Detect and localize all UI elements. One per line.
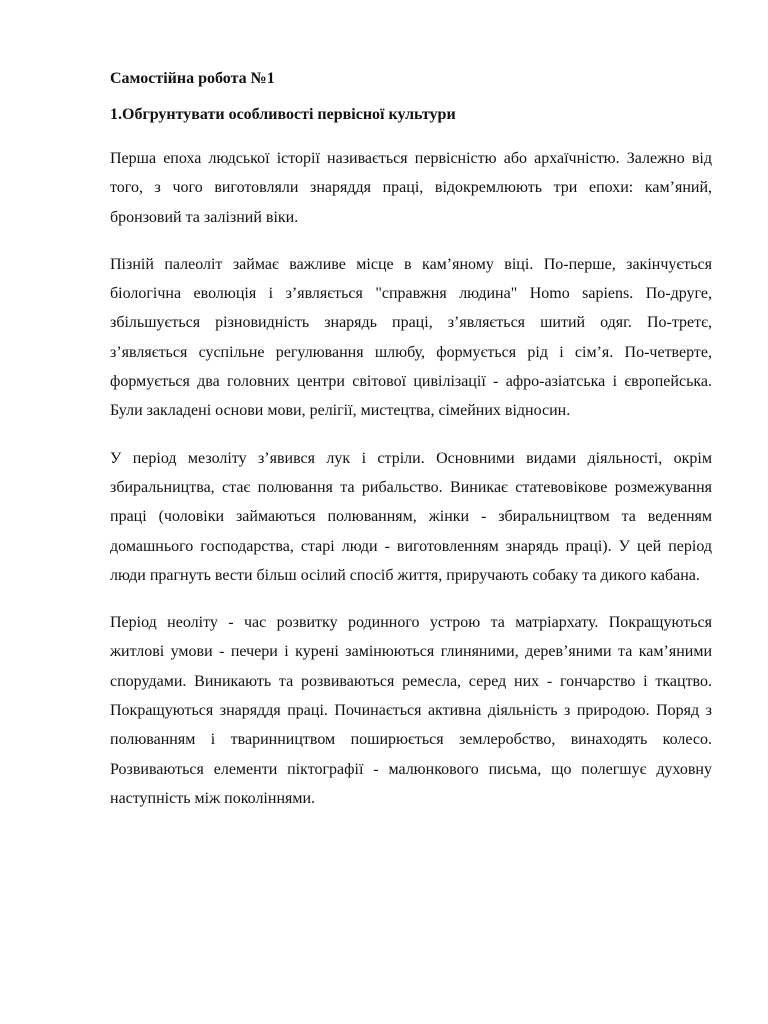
paragraph-mesolithic: У період мезоліту з’явився лук і стріли. Основними видами діяльності, окрім збиральництва, стає полювання та рибальство. Виникає статевовікове розмежування праці (чоловіки займаються полюванням, жінки - збиральництвом та веденням домашнього господарства, старі люди - виготовленням знарядь праці). У цей період люди прагнуть вести більш осілий спосіб життя, приручають собаку та дикого кабана. [110, 449, 712, 584]
document-page [110, 66, 712, 831]
task-heading: 1.Обгрунтувати особливості первісної культури [110, 106, 456, 123]
paragraph-primitive-era: Перша епоха людської історії називається первісністю або архаїчністю. Залежно від того, з чого виготовляли знаряддя праці, відокремлюють три епохи: кам’яний, бронзовий та залізний віки. [110, 150, 712, 226]
document-title: Самостійна робота №1 [110, 70, 275, 87]
paragraph-late-paleolithic: Пізній палеоліт займає важливе місце в кам’яному віці. По-перше, закінчується біологічна еволюція і з’являється "справжня людина" Homo sapiens. По-друге, збільшується різновидність знарядь праці, з’являється шитий одяг. По-третє, з’являється суспільне регулювання шлюбу, формується рід і сім’я. По-четверте, формується два головних центри світової цивілізації - афро-азіатська і європейська. Були закладені основи мови, релігії, мистецтва, сімейних відносин. [110, 255, 712, 420]
paragraph-neolithic: Період неоліту - час розвитку родинного устрою та матріархату. Покращуються житлові умови - печери і курені замінюються глиняними, дерев’яними та кам’яними спорудами. Виникають та розвиваються ремесла, серед них - гончарство і ткацтво. Покращуються знаряддя праці. Починається активна діяльність з природою. Поряд з полюванням і тваринництвом поширюється землеробство, винаходять колесо. Розвиваються елементи піктографії - малюнкового письма, що полегшує духовну наступність між поколіннями. [110, 614, 712, 807]
